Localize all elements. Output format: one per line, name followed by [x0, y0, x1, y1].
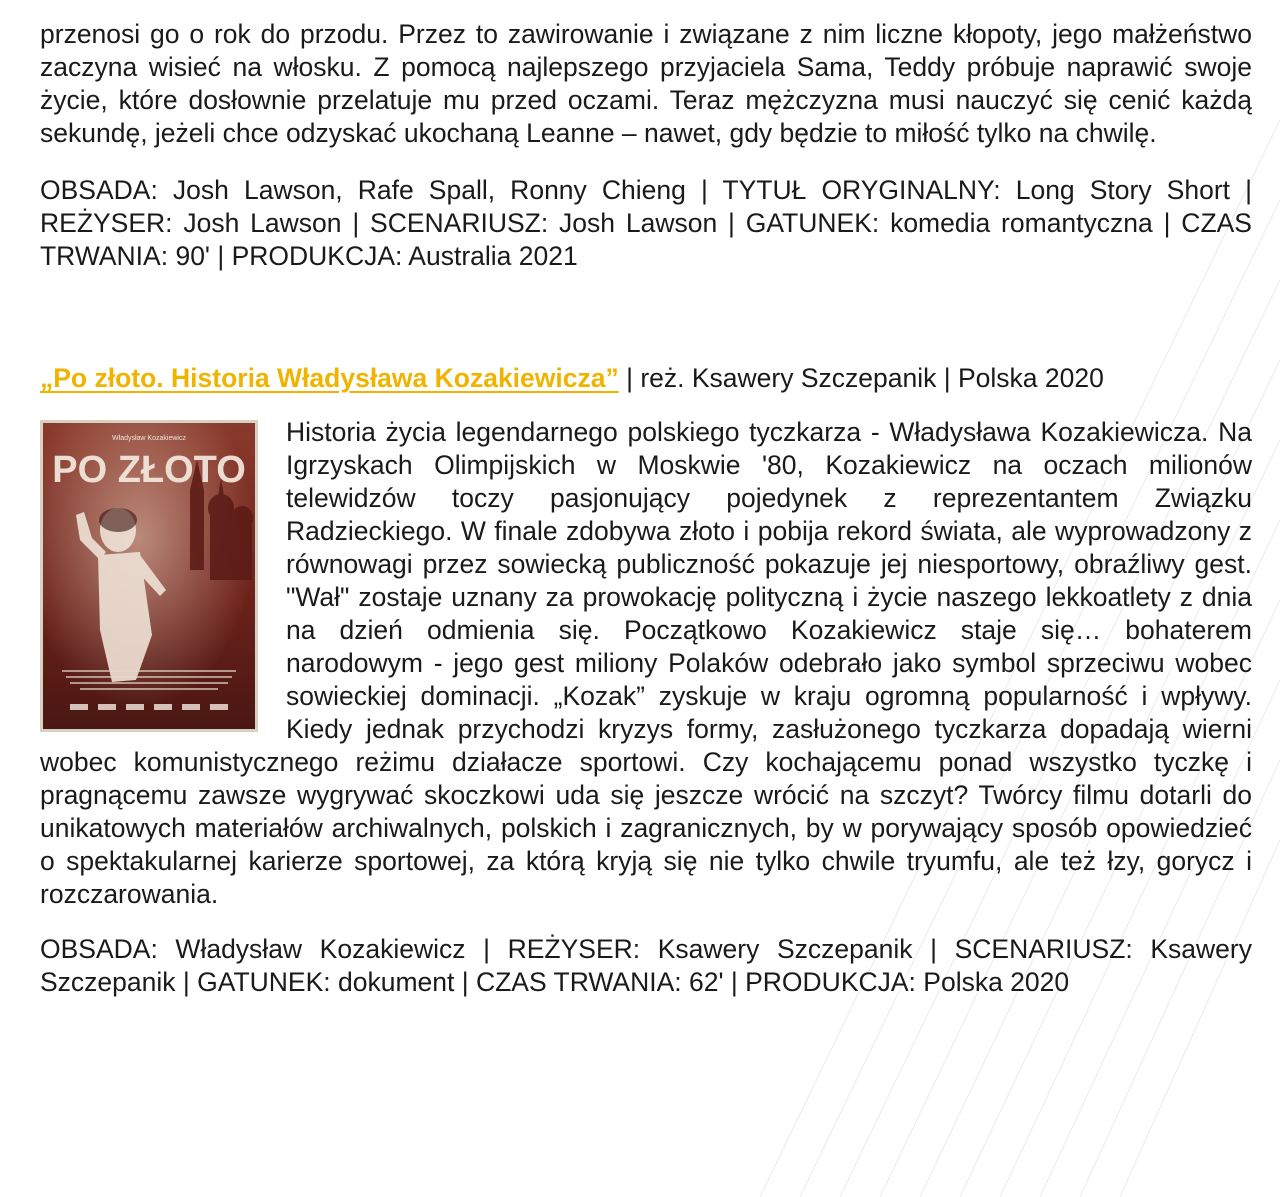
film2-title-link[interactable]: „Po złoto. Historia Władysława Kozakiewicza”: [40, 363, 619, 393]
film2-poster-image: [40, 420, 258, 732]
film1-synopsis: przenosi go o rok do przodu. Przez to zawirowanie i związane z nim liczne kłopoty, jego małżeństwo zaczyna wisieć na włosku. Z pomocą najlepszego przyjaciela Sama, Teddy próbuje naprawić swoje życie, które dosłownie przelatuje mu przed oczami. Teraz mężczyzna musi nauczyć się cenić każdą sekundę, jeżeli chce odzyskać ukochaną Leanne – nawet, gdy będzie to miłość tylko na chwilę.: [40, 19, 1252, 148]
film2-body: [40, 416, 1252, 911]
poster-top-text: Władysław Kozakiewicz: [112, 435, 186, 442]
film1-credits: OBSADA: Josh Lawson, Rafe Spall, Ronny Chieng | TYTUŁ ORYGINALNY: Long Story Short | REŻYSER: Josh Lawson | SCENARIUSZ: Josh Lawson | GATUNEK: komedia romantyczna | CZAS TRWANIA: 90' | PRODUKCJA: Australia 2021: [40, 175, 1252, 271]
film2-heading: [40, 362, 1252, 395]
film2-credits: OBSADA: Władysław Kozakiewicz | REŻYSER: Ksawery Szczepanik | SCENARIUSZ: Ksawery Szczepanik | GATUNEK: dokument | CZAS TRWANIA: 62' | PRODUKCJA: Polska 2020: [40, 934, 1252, 997]
film2-synopsis: Historia życia legendarnego polskiego tyczkarza - Władysława Kozakiewicza. Na Igrzyskach Olimpijskich w Moskwie '80, Kozakiewicz na oczach milionów telewidzów toczy pasjonujący pojedynek z reprezentantem Związku Radzieckiego. W finale zdobywa złoto i pobija rekord świata, ale wyprowadzony z równowagi przez sowiecką publiczność pokazuje jej niesportowy, obraźliwy gest. "Wał" zostaje uznany za prowokację polityczną i życie naszego lekkoatlety z dnia na dzień odmienia się. Początkowo Kozakiewicz staje się… bohaterem narodowym - jego gest miliony Polaków odebrało jako symbol sprzeciwu wobec sowieckiej dominacji. „Kozak” zyskuje w kraju ogromną popularność i wpływy. Kiedy jednak przychodzi kryzys formy, zasłużonego tyczkarza dopadają wierni wobec komunistycznego reżimu działacze sportowi. Czy kochającemu ponad wszystko tyczkę i pragnącemu zawsze wygrywać skoczkowi uda się jeszcze wrócić na szczyt? Twórcy filmu dotarli do unikatowych materiałów archiwalnych, polskich i zagranicznych, by w porywający sposób opowiedzieć o spektakularnej karierze sportowej, za którą kryją się nie tylko chwile tryumfu, ale też łzy, gorycz i rozczarowania.: [40, 417, 1252, 909]
film2-heading-details: | reż. Ksawery Szczepanik | Polska 2020: [618, 363, 1104, 393]
poster-title-text: PO ZŁOTO: [52, 449, 246, 491]
